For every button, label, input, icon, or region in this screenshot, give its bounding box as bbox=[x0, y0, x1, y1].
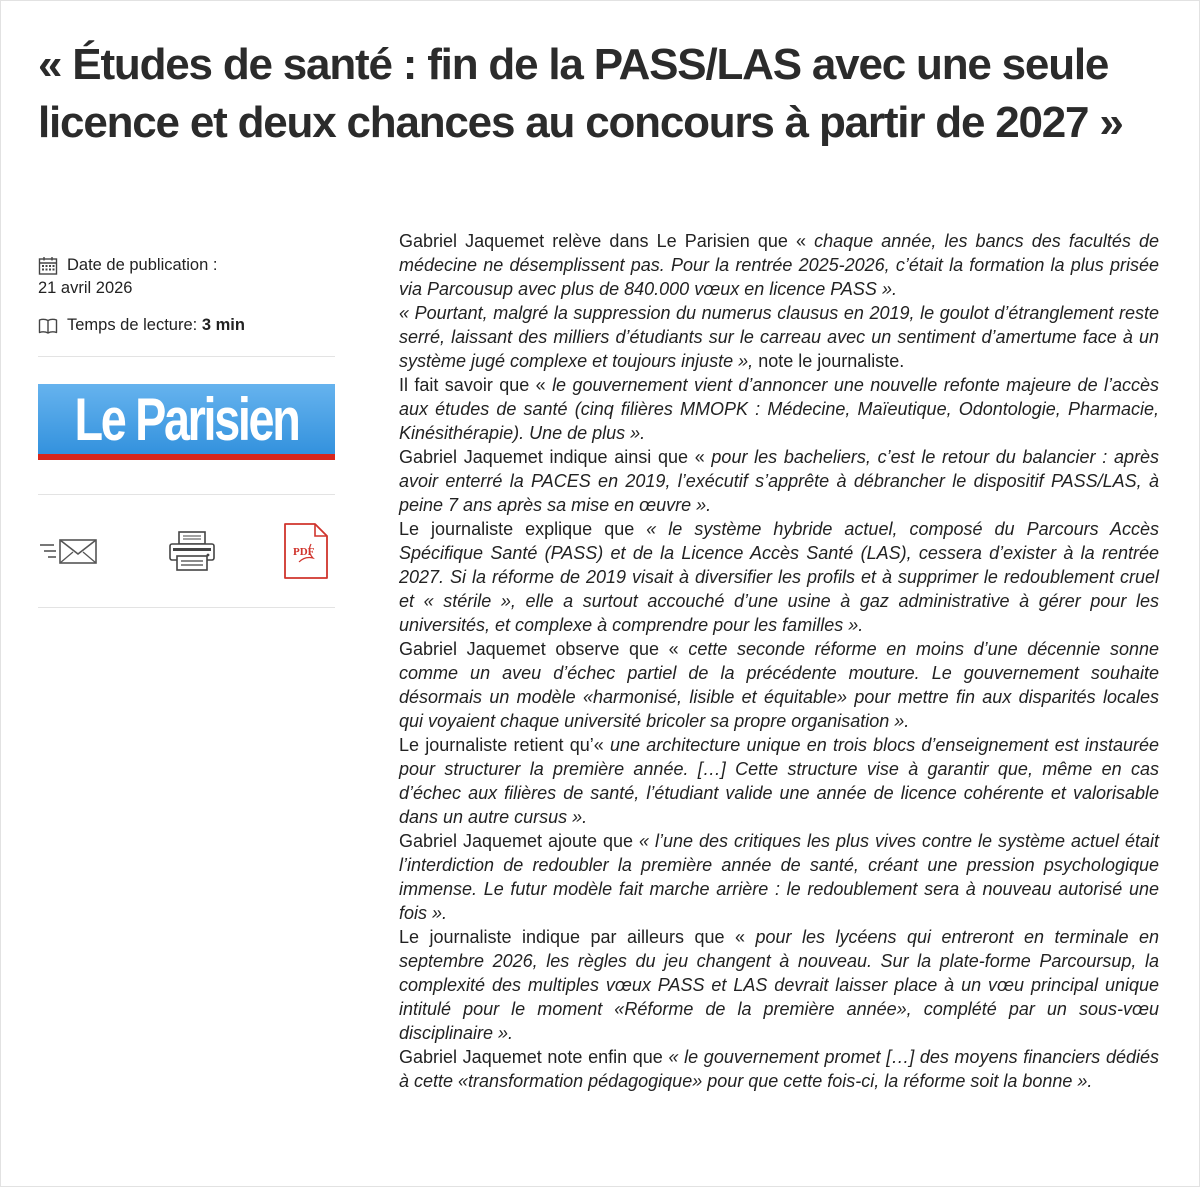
article-paragraph: Gabriel Jaquemet observe que « cette seconde réforme en moins d’une décennie sonne comme un aveu d’échec partiel de la précédente mouture. Le gouvernement souhaite désormais un modèle «harmonisé, lisible et équitable» pour mettre fin aux disparités locales qui voyaient chaque université bricoler sa propre organisation ». bbox=[399, 639, 1159, 731]
book-icon bbox=[38, 316, 58, 336]
article-paragraph: Le journaliste explique que « le système hybride actuel, composé du Parcours Accès Spécifique Santé (PASS) et de la Licence Accès Santé (LAS), cessera d’exister à la rentrée 2027. Si la réforme de 2019 visait à diversifier les profils et à supprimer le redoublement cruel et « stérile », elle a surtout accouché d’une usine à gaz administrative à gérer pour les universités, et complexe à comprendre pour les familles ». bbox=[399, 519, 1159, 635]
article-paragraph: « Pourtant, malgré la suppression du numerus clausus en 2019, le goulot d’étranglement reste serré, laissant des milliers d’étudiants sur le carreau avec un sentiment d’amertume face à un système jugé complexe et toujours injuste », note le journaliste. bbox=[399, 303, 1159, 371]
article-paragraph: Le journaliste retient qu’« une architecture unique en trois blocs d’enseignement est instaurée pour structurer la première année. […] Cette structure vise à garantir que, même en cas d’échec aux filières de santé, l’étudiant valide une année de licence cohérente et valorisable dans un autre cursus ». bbox=[399, 735, 1159, 827]
divider bbox=[38, 607, 335, 608]
publication-date-value: 21 avril 2026 bbox=[38, 279, 133, 297]
article-paragraph: Gabriel Jaquemet note enfin que « le gouvernement promet […] des moyens financiers dédiés à cette «transformation pédagogique» pour que cette fois-ci, la réforme soit la bonne ». bbox=[399, 1047, 1159, 1091]
divider bbox=[38, 356, 335, 357]
le-parisien-logo bbox=[38, 384, 335, 460]
article-paragraph: Gabriel Jaquemet ajoute que « l’une des critiques les plus vives contre le système actuel était l’interdiction de redoubler la première année de santé, créant une pression psychologique immense. Le futur modèle fait marche arrière : le redoublement sera à nouveau autorisé une fois ». bbox=[399, 831, 1159, 923]
article-paragraph: Le journaliste indique par ailleurs que « pour les lycéens qui entreront en terminale en septembre 2026, les règles du jeu changent à nouveau. Sur la plate-forme Parcoursup, la complexité des multiples vœux PASS et LAS devrait laisser place à un vœu principal unique intitulé pour le moment «Réforme de la première année», complété par un sous-vœu disciplinaire ». bbox=[399, 927, 1159, 1043]
email-share-icon[interactable] bbox=[38, 531, 100, 571]
article-sidebar bbox=[38, 254, 335, 608]
reading-time-value: 3 min bbox=[201, 316, 245, 334]
reading-time bbox=[38, 314, 335, 337]
svg-text:PDF: PDF bbox=[293, 546, 315, 558]
source-logo-link[interactable] bbox=[38, 384, 335, 460]
publication-date-label: Date de publication : bbox=[67, 256, 218, 274]
calendar-icon bbox=[38, 256, 58, 276]
article-paragraph: Gabriel Jaquemet relève dans Le Parisien que « chaque année, les bancs des facultés de médecine ne désemplissent pas. Pour la rentrée 2025-2026, c’était la formation la plus prisée via Parcousup avec plus de 840.000 vœux en licence PASS ». bbox=[399, 231, 1159, 299]
reading-time-label: Temps de lecture: bbox=[67, 316, 198, 334]
printer-icon[interactable] bbox=[168, 530, 216, 572]
share-actions bbox=[38, 495, 335, 607]
logo-text: Le Parisien bbox=[74, 385, 299, 453]
article-paragraph: Gabriel Jaquemet indique ainsi que « pour les bacheliers, c’est le retour du balancier : après avoir enterré la PACES en 2019, l’exécutif s’apprête à débrancher le dispositif PASS/LAS, à peine 7 ans après sa mise en œuvre ». bbox=[399, 447, 1159, 515]
logo-red-bar bbox=[38, 454, 335, 460]
article-paragraph: Il fait savoir que « le gouvernement vient d’annoncer une nouvelle refonte majeure de l’accès aux études de santé (cinq filières MMOPK : Médecine, Maïeutique, Odontologie, Pharmacie, Kinésithérapie). Une de plus ». bbox=[399, 375, 1159, 443]
article-body bbox=[399, 229, 1159, 1093]
publication-date bbox=[38, 254, 335, 277]
article-title: « Études de santé : fin de la PASS/LAS avec une seule licence et deux chances au concours à partir de 2027 » bbox=[38, 40, 1123, 147]
pdf-icon[interactable] bbox=[283, 522, 329, 580]
